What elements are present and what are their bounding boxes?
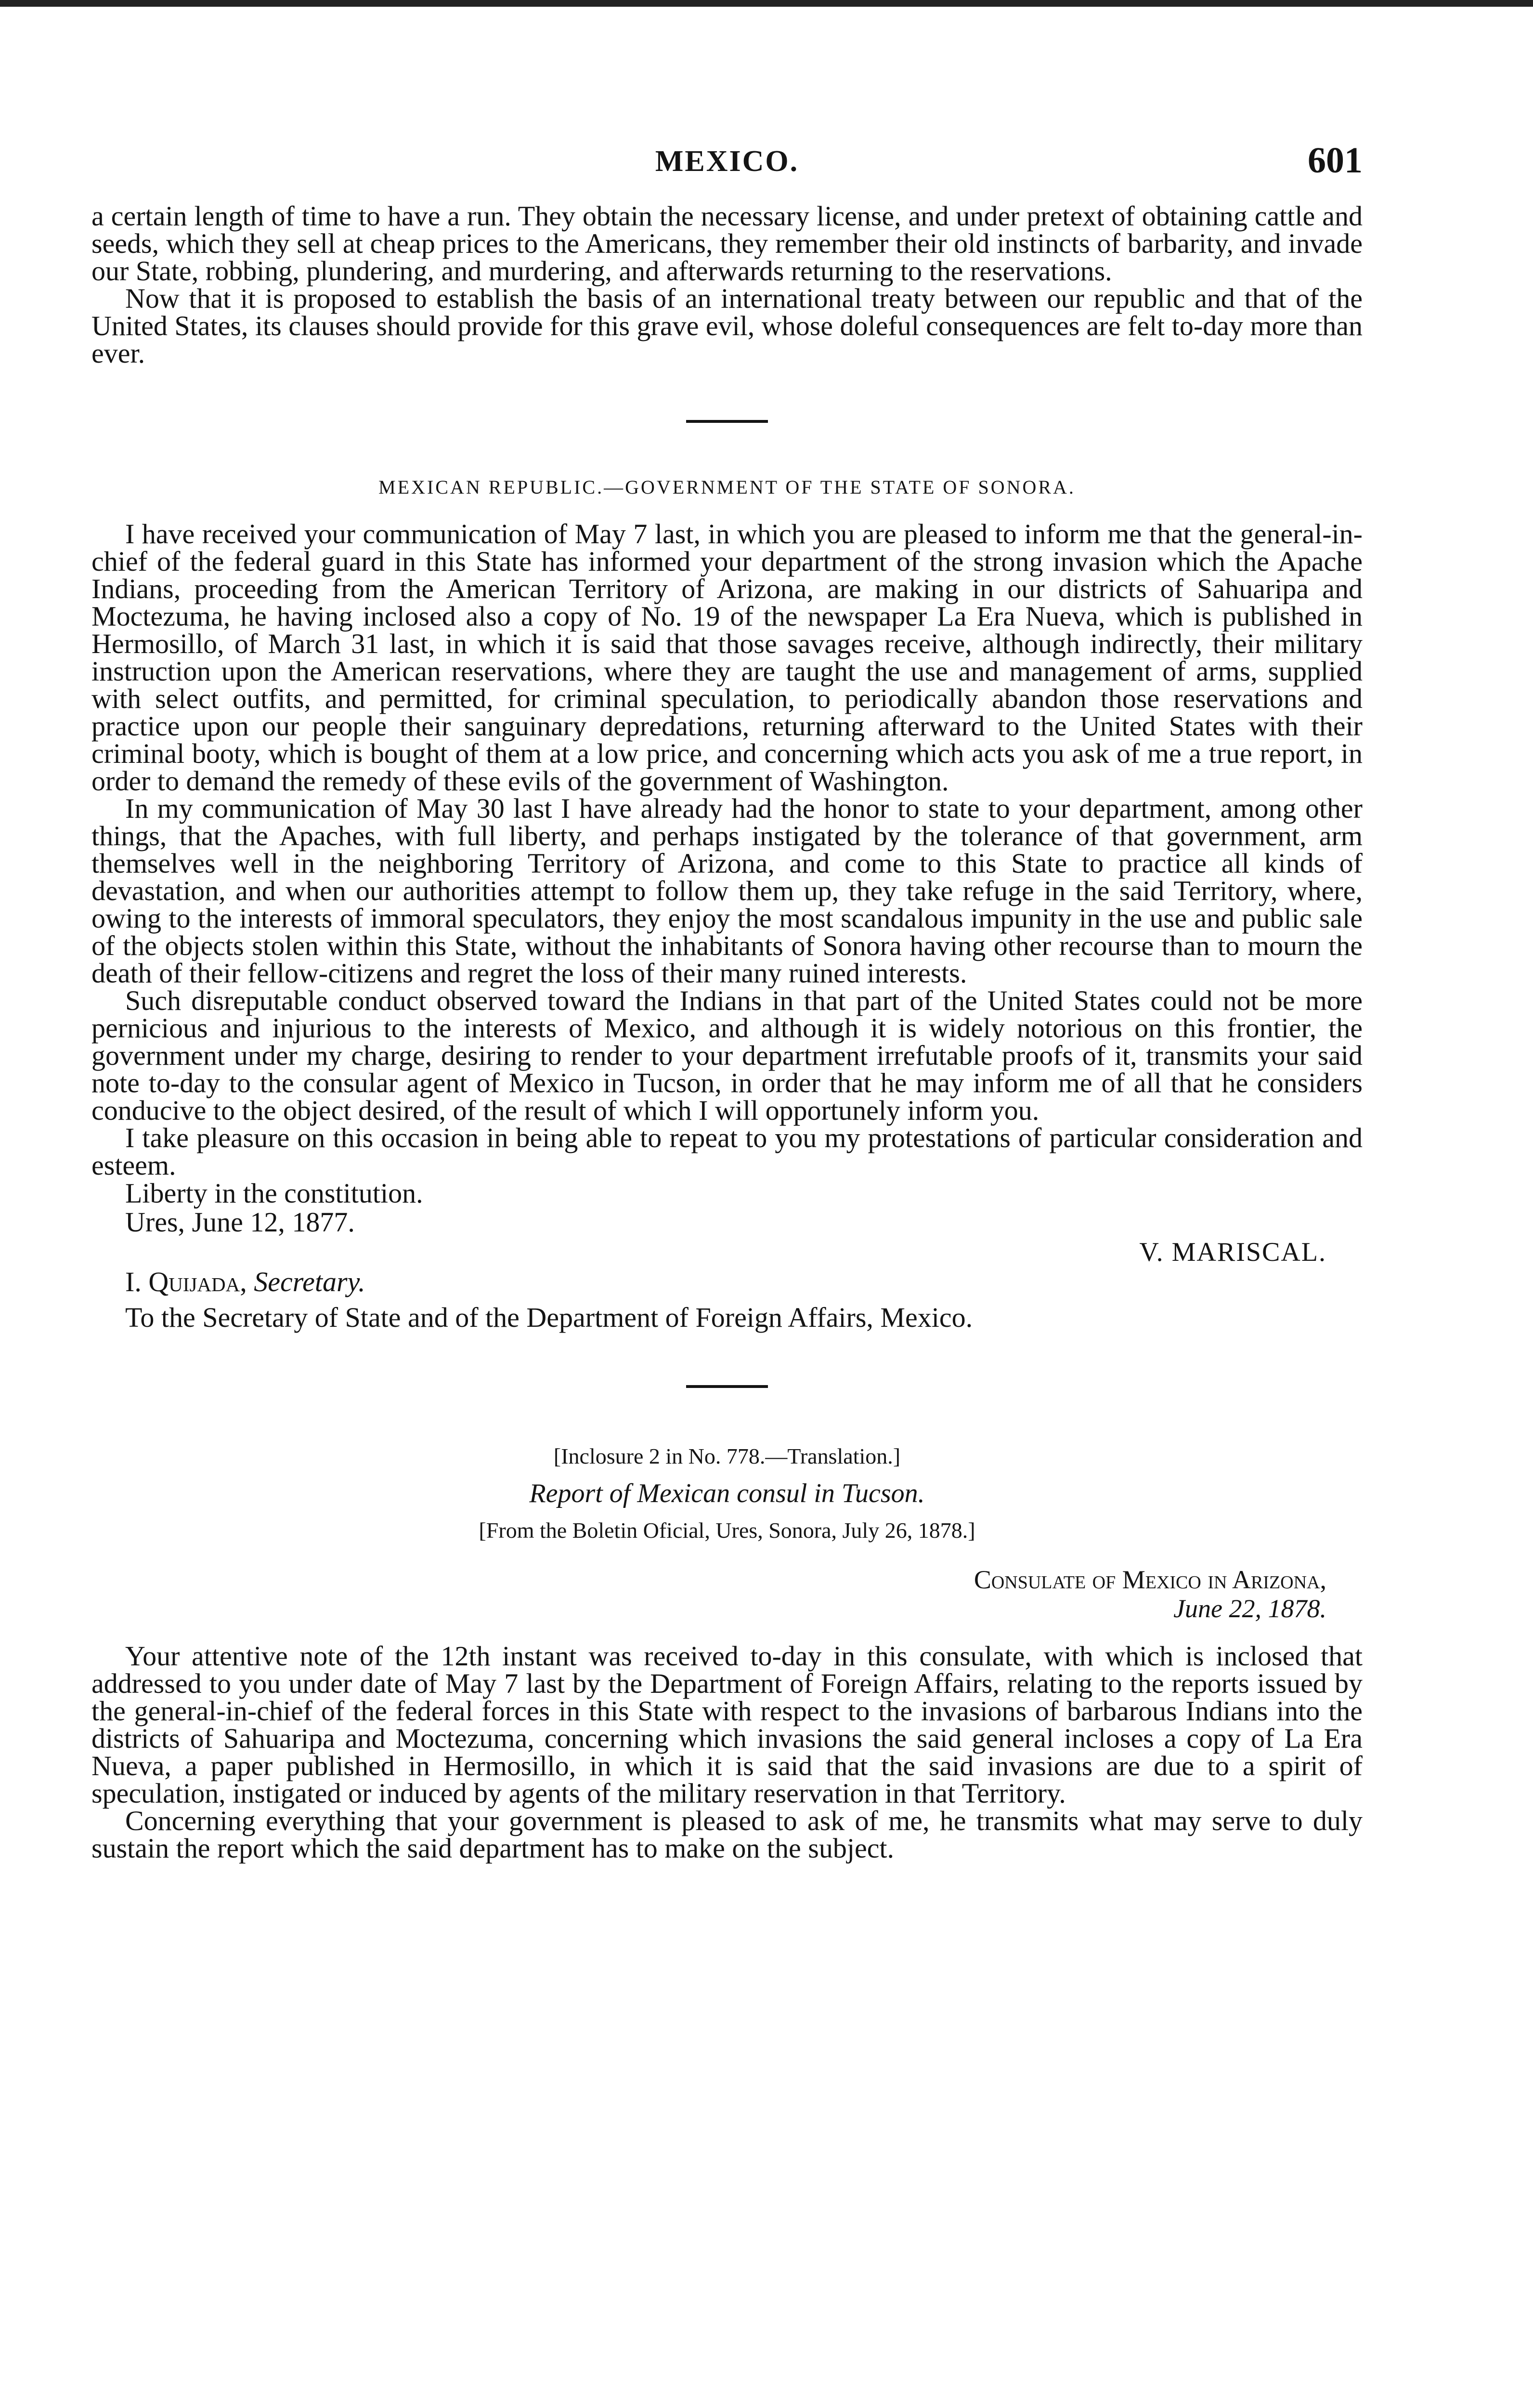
intro-paragraph-1: a certain length of time to have a run. They obtain the necessary license, and under pretext of obtaining cattle and seeds, which they sell at cheap prices to the Americans, they remember their old instincts of barbarity, and invade our State, robbing, plundering, and murdering, and afterwards returning to the reservations. [91, 200, 1363, 287]
dateline-place-text: Consulate of Mexico in Arizona, [974, 1565, 1326, 1594]
signature: V. MARISCAL. [1139, 1237, 1326, 1267]
page-top-border [0, 0, 1533, 7]
section-divider-1 [686, 420, 768, 423]
letter-paragraph-2: In my communication of May 30 last I have already had the honor to state to your department, among other things, that the Apaches, with full liberty, and perhaps instigated by the tolerance of that government, arm themselves well in the neighboring Territory of Arizona, and come to this State to practice all kinds of devastation, and when our authorities attempt to follow them up, they take refuge in the said Territory, where, owing to the interests of immoral speculators, they enjoy the most scandalous impunity in the use and public sale of the objects stolen within this State, without the inhabitants of Sonora having other recourse than to mourn the death of their fellow-citizens and regret the loss of their many ruined interests. [91, 793, 1363, 989]
report-paragraph-2: Concerning everything that your government is pleased to ask of me, he transmits what may serve to duly sustain the report which the said department has to make on the subject. [91, 1805, 1363, 1864]
secretary-line [91, 1268, 1363, 1296]
addressee: To the Secretary of State and of the Department of Foreign Affairs, Mexico. [125, 1302, 973, 1333]
closing-date: Ures, June 12, 1877. [125, 1206, 355, 1238]
report-paragraph-1: Your attentive note of the 12th instant was received to-day in this consulate, with which is inclosed that addressed to you under date of May 7 last by the Department of Foreign Affairs, relating to the reports issued by the general-in-chief of the federal forces in this State with respect to the invasions of barbarous Indians into the districts of Sahuaripa and Moctezuma, concerning which invasions the said general incloses a copy of La Era Nueva, a paper published in Hermosillo, in which it is said that the said invasions are due to a spirit of speculation, instigated or induced by agents of the military reservation in that Territory. [91, 1640, 1363, 1809]
letter-paragraph-4: I take pleasure on this occasion in being able to repeat to you my protestations of particular consideration and esteem. [91, 1122, 1363, 1181]
inclosure-label: [Inclosure 2 in No. 778.—Translation.] [553, 1444, 901, 1468]
page-header [91, 130, 1363, 202]
page-number: 601 [1308, 140, 1363, 181]
secretary-title: Secretary. [254, 1266, 365, 1297]
dateline-date [91, 1594, 1363, 1623]
intro-paragraph-2: Now that it is proposed to establish the basis of an international treaty between our republic and that of the United States, its clauses should provide for this grave evil, whose doleful consequences are felt to-day more than ever. [91, 283, 1363, 369]
closing-motto: Liberty in the constitution. [125, 1178, 423, 1209]
running-head: MEXICO. [655, 145, 799, 178]
secretary-name: I. Quijada, [125, 1266, 247, 1297]
letter-paragraph-3: Such disreputable conduct observed toward the Indians in that part of the United States could not be more pernicious and injurious to the interests of Mexico, and although it is widely notorious on this frontier, the government under my charge, desiring to render to your department irrefutable proofs of it, transmits your said note to-day to the consular agent of Mexico in Tucson, in order that he may inform me of all that he considers conducive to the object desired, of the result of which I will opportunely inform you. [91, 985, 1363, 1126]
section-heading: MEXICAN REPUBLIC.—GOVERNMENT OF THE STATE OF SONORA. [378, 476, 1076, 498]
letter-paragraph-1: I have received your communication of May 7 last, in which you are pleased to inform me that the general-in-chief of the federal guard in this State has informed your department of the strong invasion which the Apache Indians, proceeding from the American Territory of Arizona, are making in our districts of Sahuaripa and Moctezuma, he having inclosed also a copy of No. 19 of the newspaper La Era Nueva, which is published in Hermosillo, of March 31 last, in which it is said that those savages receive, although indirectly, their military instruction upon the American reservations, where they are taught the use and management of arms, supplied with select outfits, and permitted, for criminal speculation, to periodically abandon those reservations and practice upon our people their sanguinary depredations, returning afterward to the United States with their criminal booty, which is bought of them at a low price, and concerning which acts you ask of me a true report, in order to demand the remedy of these evils of the government of Washington. [91, 518, 1363, 797]
source-note: [From the Boletin Oficial, Ures, Sonora, July 26, 1878.] [479, 1518, 975, 1543]
document-page [91, 130, 1363, 1862]
report-title: Report of Mexican consul in Tucson. [529, 1479, 925, 1508]
section-divider-2 [686, 1385, 768, 1388]
dateline-place [91, 1565, 1363, 1594]
dateline-date-text: June 22, 1878. [1173, 1594, 1326, 1623]
